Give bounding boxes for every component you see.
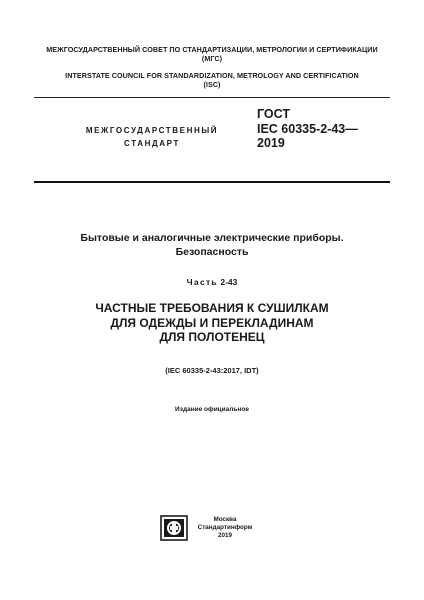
part-word: Часть xyxy=(186,277,218,287)
publisher-imprint xyxy=(195,516,255,540)
standard-designation xyxy=(257,107,358,151)
publisher-year: 2019 xyxy=(217,532,232,539)
publisher-name: Стандартинформ xyxy=(197,524,253,531)
header-divider-bottom xyxy=(34,181,390,183)
council-name-english xyxy=(34,71,390,89)
gost-label: ГОСТ xyxy=(257,107,290,121)
part-designation xyxy=(30,277,394,287)
edition-label: Издание официальное xyxy=(175,406,249,413)
document-title-line1: Бытовые и аналогичные электрические приборы. xyxy=(80,232,344,244)
publisher-city: Москва xyxy=(213,516,237,523)
header-divider-top xyxy=(34,97,390,98)
iec-reference: (IEC 60335-2-43:2017, IDT) xyxy=(165,366,259,375)
council-abbr-en: (ISC) xyxy=(203,80,221,89)
document-subtitle-line2: ДЛЯ ОДЕЖДЫ И ПЕРЕКЛАДИНАМ xyxy=(110,315,314,330)
standard-number-line2: 2019 xyxy=(257,136,285,150)
council-name-en-line: INTERSTATE COUNCIL FOR STANDARDIZATION, METROLOGY AND CERTIFICATION xyxy=(65,71,359,80)
standard-kind-line1: МЕЖГОСУДАРСТВЕННЫЙ xyxy=(85,126,219,135)
document-subtitle-line3: ДЛЯ ПОЛОТЕНЕЦ xyxy=(159,330,265,344)
standard-kind-line2: СТАНДАРТ xyxy=(124,139,180,148)
document-title-line2: Безопасность xyxy=(175,246,249,258)
document-subtitle xyxy=(30,301,394,345)
document-subtitle-line1: ЧАСТНЫЕ ТРЕБОВАНИЯ К СУШИЛКАМ xyxy=(95,301,329,315)
part-number: 2-43 xyxy=(220,277,238,287)
standard-kind xyxy=(62,124,242,150)
council-name-ru-line: МЕЖГОСУДАРСТВЕННЫЙ СОВЕТ ПО СТАНДАРТИЗАЦИИ, МЕТРОЛОГИИ И СЕРТИФИКАЦИИ xyxy=(46,45,378,54)
standard-number-line1: IEC 60335-2-43— xyxy=(257,121,358,136)
standartinform-logo-icon xyxy=(160,515,188,541)
council-name-russian xyxy=(34,45,390,63)
council-abbr-ru: (МГС) xyxy=(201,54,223,63)
document-title xyxy=(30,231,394,259)
